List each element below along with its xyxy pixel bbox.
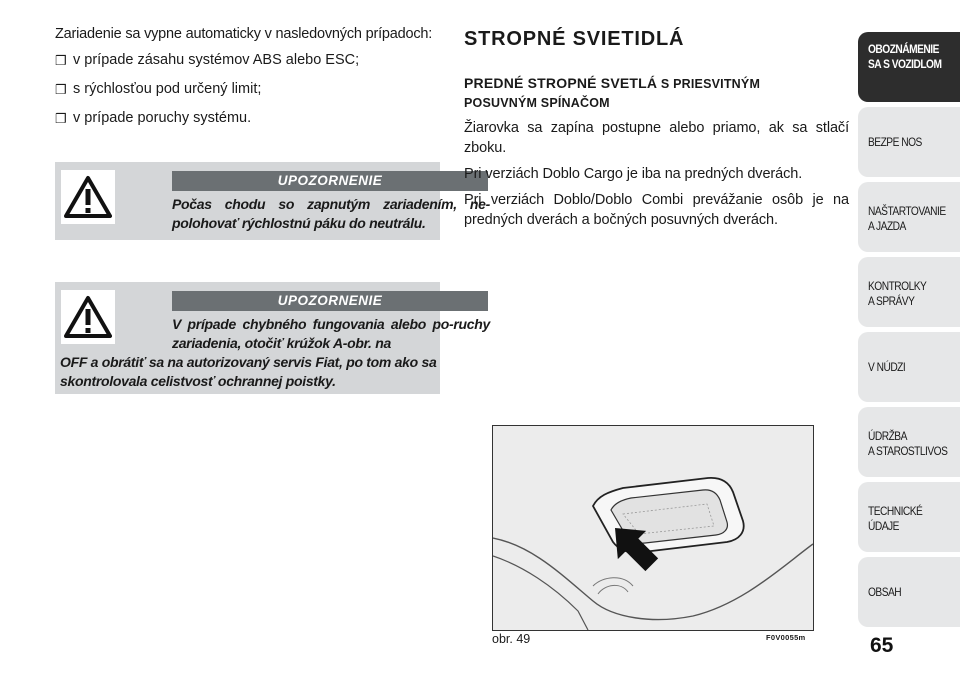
- warning-box-neutral: [55, 162, 490, 240]
- checkbox-bullet-icon: ❒: [55, 53, 67, 68]
- tab-label: OBOZNÁMENIE: [868, 42, 939, 56]
- tab-obsah[interactable]: [858, 557, 960, 627]
- tab-label: ÚDRŽBA: [868, 429, 907, 443]
- list-item: [55, 50, 445, 71]
- warning-header: UPOZORNENIE: [172, 291, 488, 311]
- warning-text-line1: V prípade chybného fungovania alebo po-ruchy zariadenia, otočiť krúžok A-obr. na: [172, 316, 490, 351]
- warning-text: Počas chodu so zapnutým zariadením, ne-polohovať rýchlostnú páku do neutrálu.: [172, 196, 490, 231]
- condition-list: [55, 50, 445, 129]
- warning-triangle-icon: [61, 170, 115, 224]
- list-item: [55, 108, 445, 129]
- subsection-title-main: PREDNÉ STROPNÉ SVETLÁ: [464, 75, 658, 91]
- warning-header: UPOZORNENIE: [172, 171, 488, 191]
- figure-caption: obr. 49: [492, 632, 531, 646]
- paragraph: Žiarovka sa zapína postupne alebo priamo, ak sa stlačí zboku.: [464, 120, 849, 156]
- checkbox-bullet-icon: ❒: [55, 111, 67, 126]
- figure-code: F0V0055m: [766, 633, 806, 642]
- left-column: [55, 24, 445, 137]
- tab-label: NAŠTARTOVANIE: [868, 204, 946, 218]
- chapter-sidebar: [858, 0, 960, 677]
- list-item-text: v prípade poruchy systému.: [73, 110, 252, 126]
- tab-kontrolky[interactable]: [858, 257, 960, 327]
- tab-label: A SPRÁVY: [868, 294, 915, 308]
- tab-label: OBSAH: [868, 585, 902, 599]
- tab-udrzba[interactable]: [858, 407, 960, 477]
- warning-text: [60, 315, 490, 391]
- paragraph: Pri verziách Doblo Cargo je iba na predných dverách.: [464, 166, 803, 182]
- tab-label: V NÚDZI: [868, 360, 906, 374]
- ceiling-light-illustration: [493, 426, 813, 630]
- intro-text: Zariadenie sa vypne automaticky v nasledovných prípadoch:: [55, 26, 433, 42]
- list-item-text: s rýchlosťou pod určený limit;: [73, 81, 262, 97]
- tab-bezpecnost[interactable]: [858, 107, 960, 177]
- list-item: [55, 79, 445, 100]
- tab-label: ÚDAJE: [868, 519, 899, 533]
- tab-label: A STAROSTLIVOS: [868, 444, 948, 458]
- list-item-text: v prípade zásahu systémov ABS alebo ESC;: [73, 52, 360, 68]
- tab-label: A JAZDA: [868, 219, 906, 233]
- section-title: STROPNÉ SVIETIDLÁ: [464, 28, 685, 50]
- tab-label: KONTROLKY: [868, 279, 927, 293]
- paragraph: Pri verziách Doblo/Doblo Combi prevážanie osôb je na predných dverách a bočných posuvných dverách.: [464, 192, 849, 228]
- tab-label: BEZPE NOS: [868, 135, 922, 149]
- right-column: [464, 26, 849, 230]
- subsection-title: [464, 74, 849, 112]
- warning-box-malfunction: [55, 282, 490, 394]
- warning-text-line2: OFF a obrátiť sa na autorizovaný servis Fiat, po tom ako sa skontrolovala celistvosť ochrannej poistky.: [60, 354, 437, 389]
- subsection-title-suffix: S PRIESVITNÝM: [657, 77, 761, 91]
- tab-technicke-udaje[interactable]: [858, 482, 960, 552]
- figure-ceiling-light: [492, 425, 814, 631]
- checkbox-bullet-icon: ❒: [55, 82, 67, 97]
- tab-oboznamenie[interactable]: [858, 32, 960, 102]
- page-number: 65: [870, 634, 894, 657]
- tab-nastartovanie[interactable]: [858, 182, 960, 252]
- tab-v-nudzi[interactable]: [858, 332, 960, 402]
- tab-label: SA S VOZIDLOM: [868, 57, 942, 71]
- tab-label: TECHNICKÉ: [868, 504, 923, 518]
- subsection-title-line2: POSUVNÝM SPÍNAČOM: [464, 96, 610, 110]
